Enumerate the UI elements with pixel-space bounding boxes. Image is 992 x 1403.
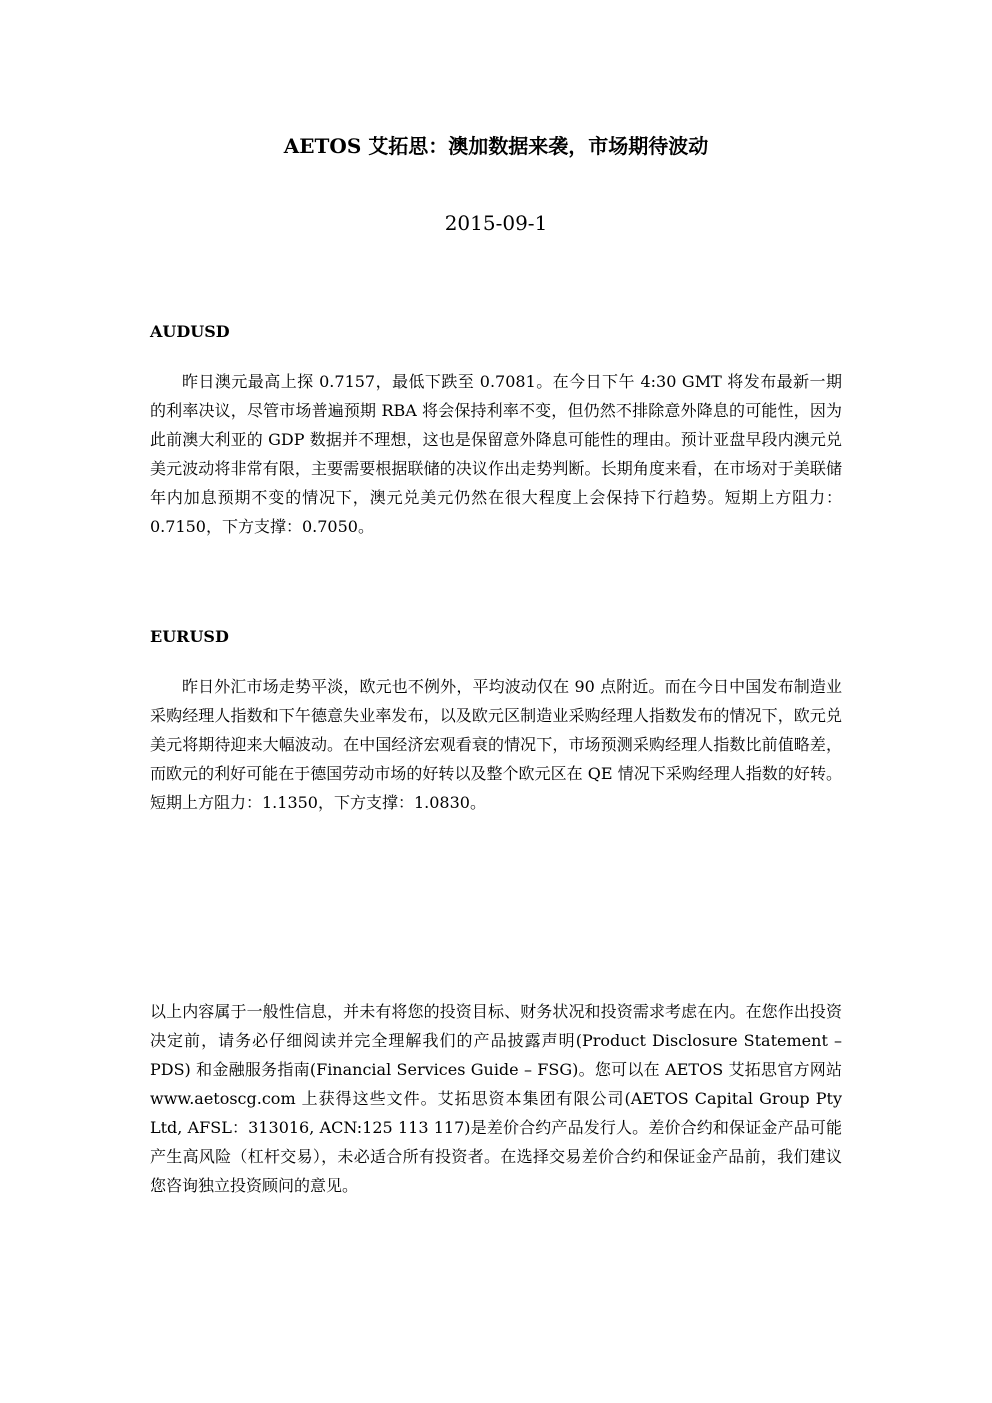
document-title: AETOS 艾拓思：澳加数据来袭，市场期待波动 [283, 134, 709, 158]
disclaimer-text: 以上内容属于一般性信息，并未有将您的投资目标、财务状况和投资需求考虑在内。在您作出投资决定前，请务必仔细阅读并完全理解我们的产品披露声明(Product Disclosure Statement – PDS) 和金融服务指南(Financial Services Guide – FSG)。您可以在 AETOS 艾拓思官方网站 www.aetoscg.com 上获得这些文件。艾拓思资本集团有限公司(AETOS Capital Group Pty Ltd, AFSL：313016, ACN:125 113 117)是差价合约产品发行人。差价合约和保证金产品可能产生高风险（杠杆交易），未必适合所有投资者。在选择交易差价合约和保证金产品前，我们建议您咨询独立投资顾问的意见。 [150, 1002, 842, 1195]
section-heading-audusd: AUDUSD [150, 322, 230, 341]
section-body-eurusd: 昨日外汇市场走势平淡，欧元也不例外，平均波动仅在 90 点附近。而在今日中国发布制造业采购经理人指数和下午德意失业率发布，以及欧元区制造业采购经理人指数发布的情况下，欧元兑美元将期待迎来大幅波动。在中国经济宏观看衰的情况下，市场预测采购经理人指数比前值略差，而欧元的利好可能在于德国劳动市场的好转以及整个欧元区在 QE 情况下采购经理人指数的好转。短期上方阻力：1.1350，下方支撑：1.0830。 [150, 677, 842, 812]
section-heading-eurusd: EURUSD [150, 627, 229, 646]
section-body-audusd: 昨日澳元最高上探 0.7157，最低下跌至 0.7081。在今日下午 4:30 GMT 将发布最新一期的利率决议，尽管市场普遍预期 RBA 将会保持利率不变，但仍然不排除意外降息的可能性，因为此前澳大利亚的 GDP 数据并不理想，这也是保留意外降息可能性的理由。预计亚盘早段内澳元兑美元波动将非常有限，主要需要根据联储的决议作出走势判断。长期角度来看，在市场对于美联储年内加息预期不变的情况下，澳元兑美元仍然在很大程度上会保持下行趋势。短期上方阻力：0.7150，下方支撑：0.7050。 [150, 372, 842, 536]
document-date: 2015-09-1 [444, 211, 548, 235]
